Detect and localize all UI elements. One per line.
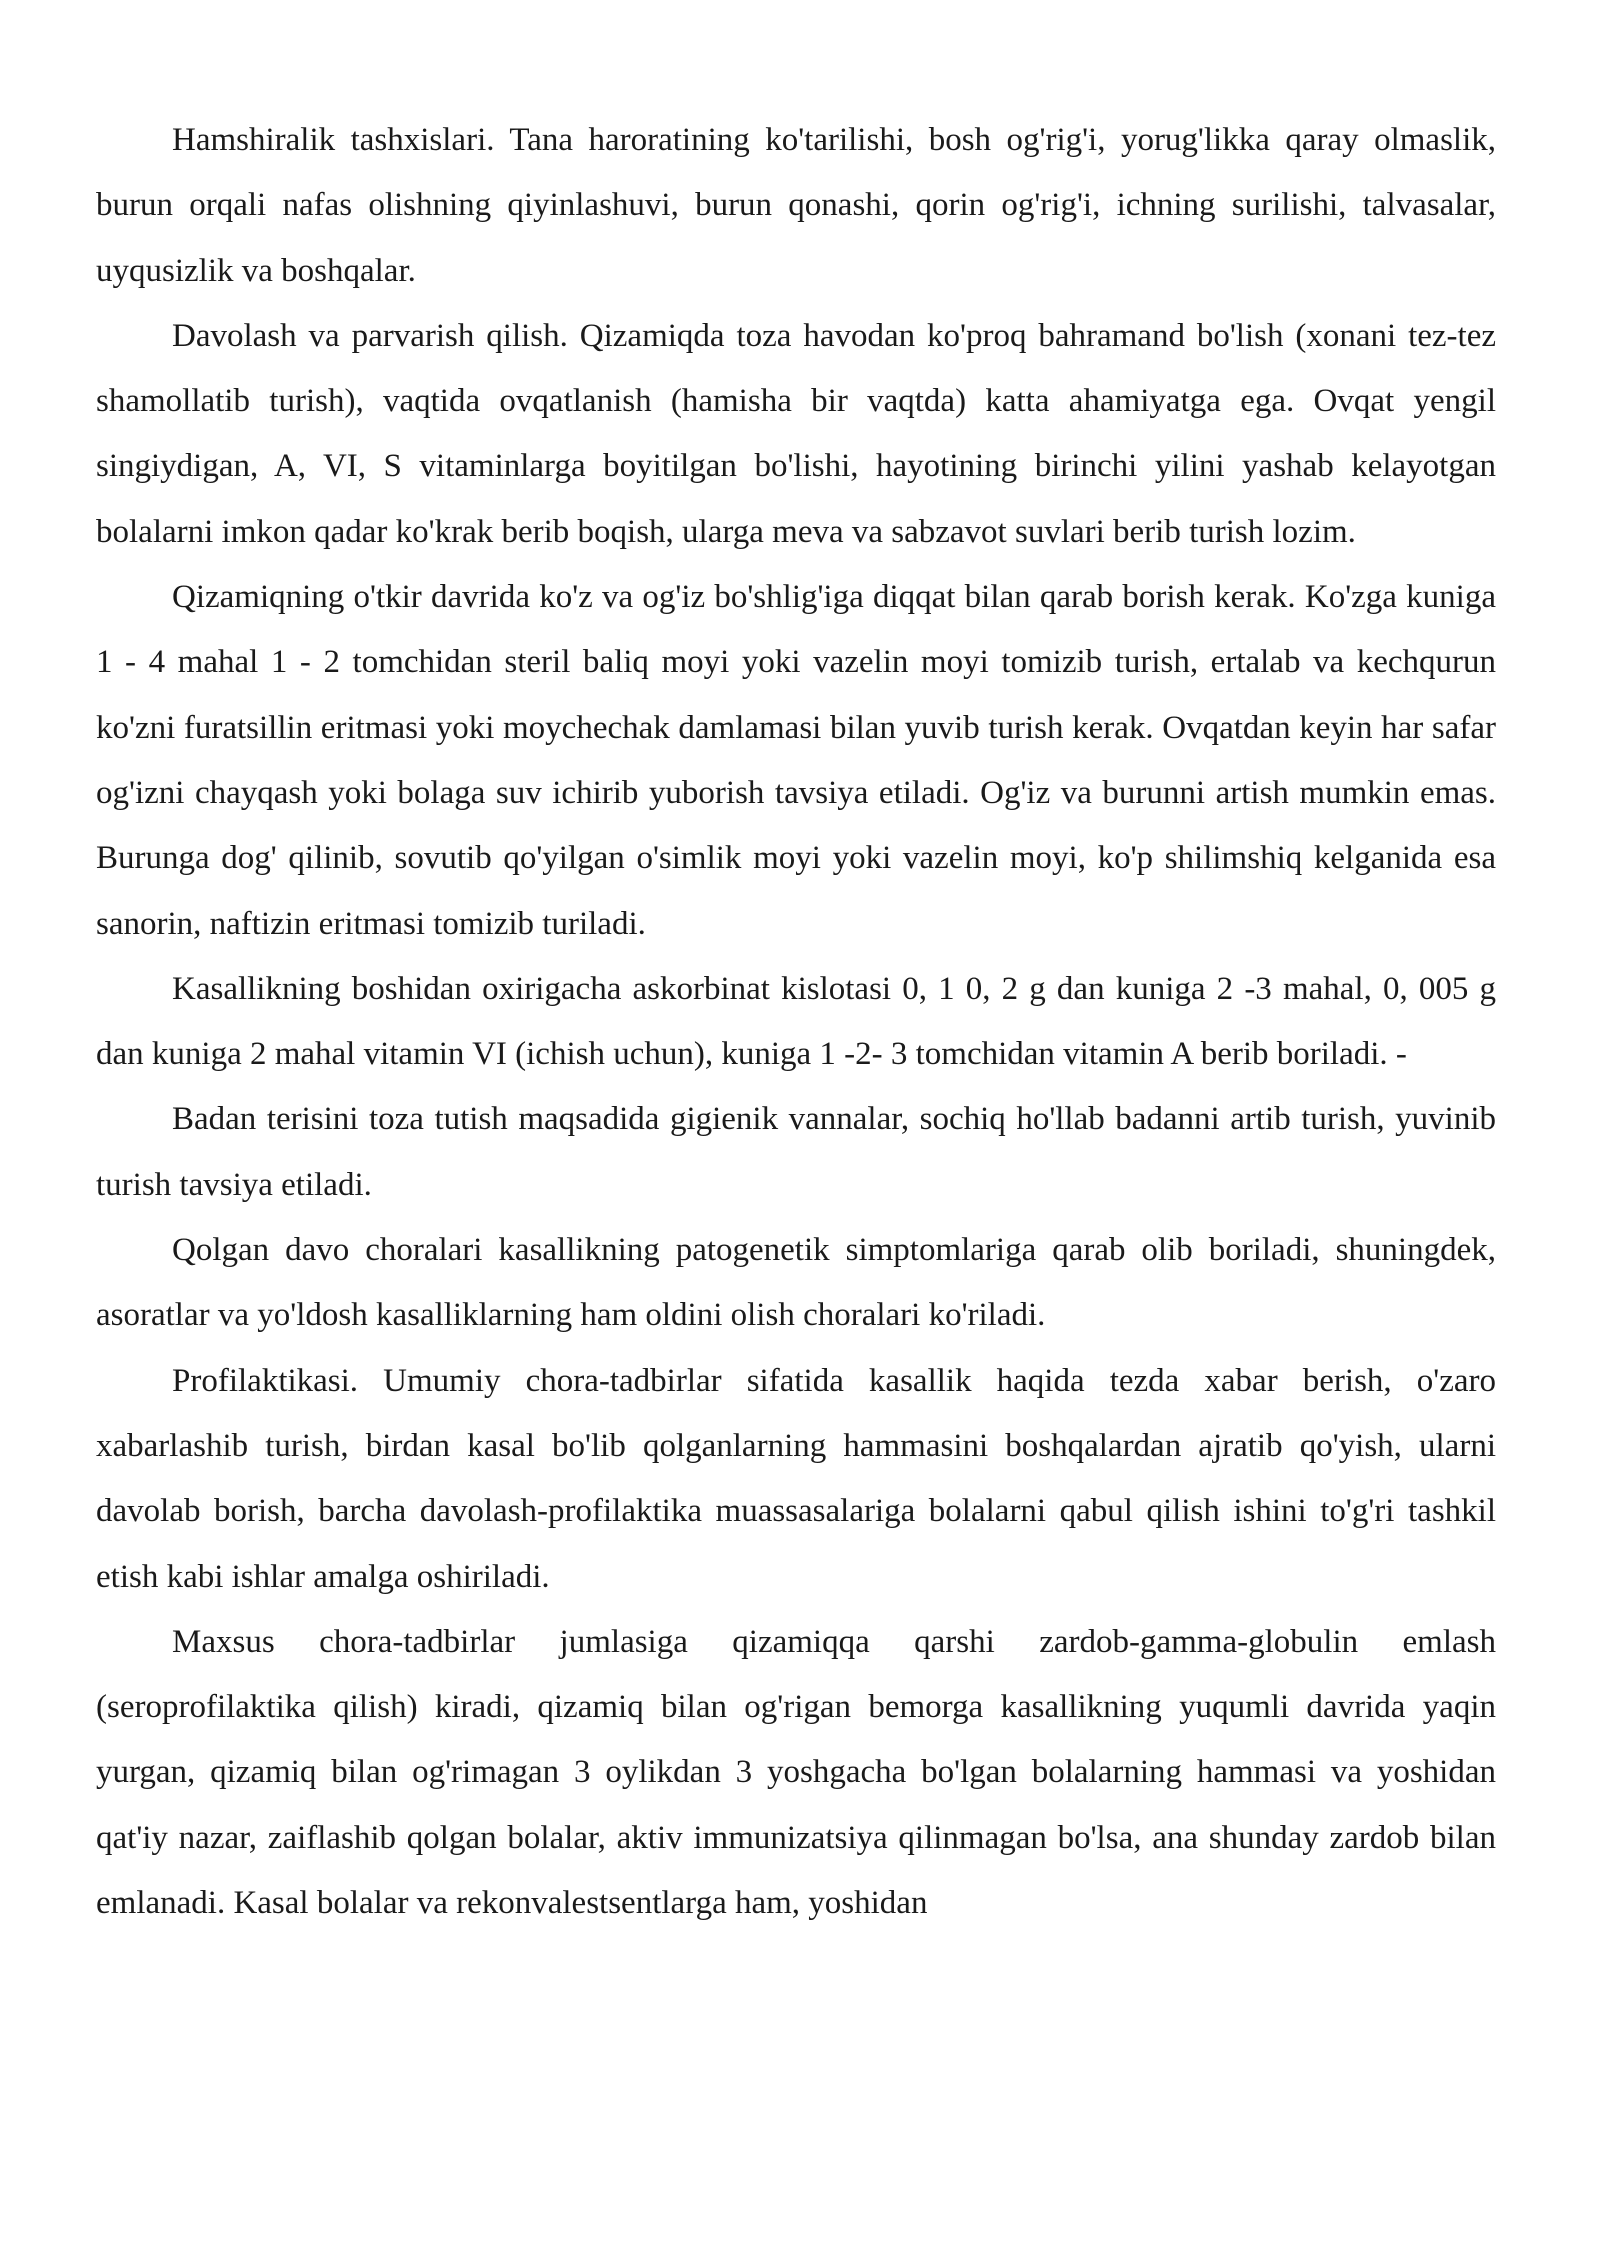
paragraph-other-measures: Qolgan davo choralari kasallikning patogenetik simptomlariga qarab olib boriladi, shuningdek, asoratlar va yo'ldosh kasalliklarning ham oldini olish choralari ko'riladi. <box>96 1232 1496 1334</box>
paragraph-skin-hygiene: Badan terisini toza tutish maqsadida gigienik vannalar, sochiq ho'llab badanni artib turish, yuvinib turish tavsiya etiladi. <box>96 1101 1496 1203</box>
paragraph-acute-period-care: Qizamiqning o'tkir davrida ko'z va og'iz bo'shlig'iga diqqat bilan qarab borish kerak. Ko'zga kuniga 1 - 4 mahal 1 - 2 tomchidan steril baliq moyi yoki vazelin moyi tomizib turish, ertalab va kechqurun ko'zni furatsillin eritmasi yoki moychechak damlamasi bilan yuvib turish kerak. Ovqatdan keyin har safar og'izni chayqash yoki bolaga suv ichirib yuborish tavsiya etiladi. Og'iz va burunni artish mumkin emas. Burunga dog' qilinib, sovutib qo'yilgan o'simlik moyi yoki vazelin moyi, ko'p shilimshiq kelganida esa sanorin, naftizin eritmasi tomizib turiladi. <box>96 579 1496 942</box>
paragraph-nursing-diagnoses: Hamshiralik tashxislari. Tana haroratining ko'tarilishi, bosh og'rig'i, yorug'likka qaray olmaslik, burun orqali nafas olishning qiyinlashuvi, burun qonashi, qorin og'rig'i, ichning surilishi, talvasalar, uyqusizlik va boshqalar. <box>96 122 1496 289</box>
paragraph-treatment-care: Davolash va parvarish qilish. Qizamiqda toza havodan ko'proq bahramand bo'lish (xonani tez-tez shamollatib turish), vaqtida ovqatlanish (hamisha bir vaqtda) katta ahamiyatga ega. Ovqat yengil singiydigan, A, VI, S vitaminlarga boyitilgan bo'lishi, hayotining birinchi yilini yashab kelayotgan bolalarni imkon qadar ko'krak berib boqish, ularga meva va sabzavot suvlari berib turish lozim. <box>96 317 1496 550</box>
paragraph-prophylaxis: Profilaktikasi. Umumiy chora-tadbirlar sifatida kasallik haqida tezda xabar berish, o'zaro xabarlashib turish, birdan kasal bo'lib qolganlarning hammasini boshqalardan ajratib qo'yish, ularni davolab borish, barcha davolash-profilaktika muassasalariga bolalarni qabul qilish ishini to'g'ri tashkil etish kabi ishlar amalga oshiriladi. <box>96 1362 1496 1595</box>
paragraph-vitamins: Kasallikning boshidan oxirigacha askorbinat kislotasi 0, 1 0, 2 g dan kuniga 2 -3 mahal, 0, 005 g dan kuniga 2 mahal vitamin VI (ichish uchun), kuniga 1 -2- 3 tomchidan vitamin A berib boriladi. - <box>96 970 1496 1073</box>
paragraph-special-measures: Maxsus chora-tadbirlar jumlasiga qizamiqqa qarshi zardob-gamma-globulin emlash (seroprofilaktika qilish) kiradi, qizamiq bilan og'rigan bemorga kasallikning yuqumli davrida yaqin yurgan, qizamiq bilan og'rimagan 3 oylikdan 3 yoshgacha bo'lgan bolalarning hammasi va yoshidan qat'iy nazar, zaiflashib qolgan bolalar, aktiv immunizatsiya qilinmagan bo'lsa, ana shunday zardob bilan emlanadi. Kasal bolalar va rekonvalestsentlarga ham, yoshidan <box>96 1623 1496 1922</box>
document-page <box>96 108 1496 1936</box>
